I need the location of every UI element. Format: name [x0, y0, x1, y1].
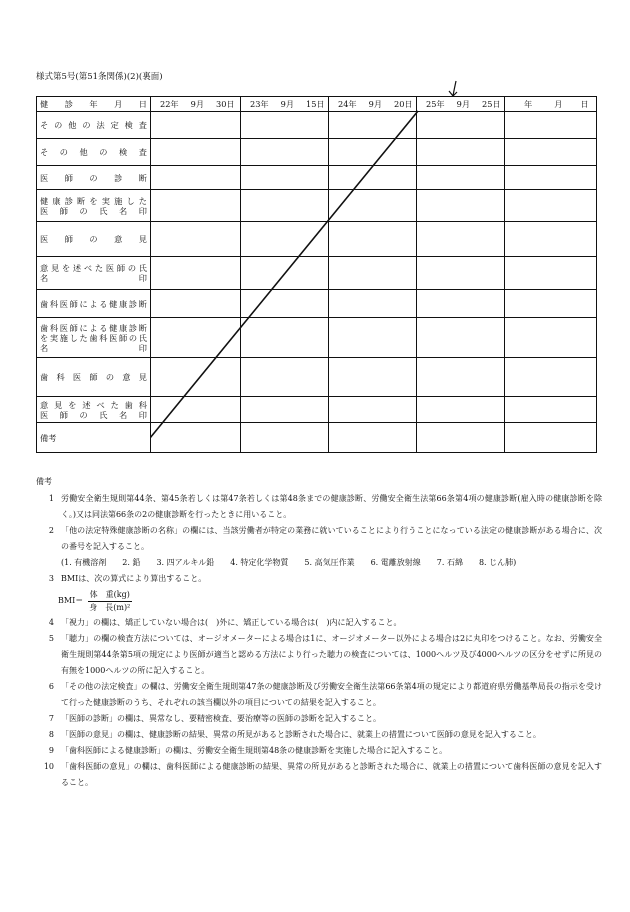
date-cell[interactable]	[241, 97, 329, 112]
entry-cell[interactable]	[241, 222, 329, 257]
entry-cell[interactable]	[151, 358, 241, 397]
entry-cell[interactable]	[505, 112, 597, 139]
row-label: 医師の診断	[37, 166, 151, 190]
entry-cell[interactable]	[151, 222, 241, 257]
note-text: BMIは、次の算式により算出すること。	[61, 574, 207, 583]
entry-cell[interactable]	[151, 190, 241, 222]
note-number: 8	[48, 730, 54, 739]
entry-cell[interactable]	[329, 222, 417, 257]
form-title: 様式第5号(第51条関係)(2)(裏面)	[36, 72, 163, 82]
note-text: 「視力」の欄は、矯正していない場合は( )外に、矯正している場合は( )内に記入すること。	[61, 618, 402, 627]
entry-cell[interactable]	[505, 257, 597, 290]
entry-cell[interactable]	[241, 423, 329, 453]
entry-cell[interactable]	[505, 139, 597, 166]
entry-cell[interactable]	[241, 190, 329, 222]
table-row	[37, 318, 597, 358]
entry-cell[interactable]	[151, 139, 241, 166]
entry-cell[interactable]	[329, 190, 417, 222]
date-day: 15日	[306, 99, 325, 109]
row-label: 歯科医師の意見	[37, 358, 151, 397]
seal-mark: 印	[138, 273, 147, 283]
entry-cell[interactable]	[417, 290, 505, 318]
row-label	[37, 397, 151, 423]
date-cell[interactable]	[417, 97, 505, 112]
entry-cell[interactable]	[417, 139, 505, 166]
note-number: 10	[43, 762, 54, 771]
table-row	[37, 190, 597, 222]
entry-cell[interactable]	[417, 358, 505, 397]
entry-cell[interactable]	[241, 166, 329, 190]
note-number: 2	[48, 526, 54, 535]
entry-cell[interactable]	[151, 318, 241, 358]
note-number: 5	[48, 634, 54, 643]
date-cell[interactable]	[151, 97, 241, 112]
table-row	[37, 166, 597, 190]
date-month: 月	[554, 99, 563, 109]
seal-mark: 印	[138, 342, 147, 353]
row-label-line: 名	[40, 342, 49, 353]
note-item	[36, 631, 602, 679]
table-row	[37, 222, 597, 257]
entry-cell[interactable]	[329, 358, 417, 397]
entry-cell[interactable]	[329, 290, 417, 318]
note-text: 「その他の法定検査」の欄は、労働安全衛生規則第47条の健康診断及び労働安全衛生法第66条第4項の規定により都道府県労働基準局長の指示を受けて行った健康診断のうち、それぞれの該当欄以外の項目についての結果を記入すること。	[61, 682, 602, 707]
row-label-line: 備	[40, 432, 49, 443]
note-text: 「医師の意見」の欄は、健康診断の結果、異常の所見があると診断された場合に、就業上の措置について医師の意見を記入すること。	[61, 730, 541, 739]
table-row	[37, 139, 597, 166]
row-label: その他の検査	[37, 139, 151, 166]
entry-cell[interactable]	[329, 166, 417, 190]
date-year: 23年	[250, 99, 269, 109]
entry-cell[interactable]	[151, 112, 241, 139]
entry-cell[interactable]	[329, 397, 417, 423]
note-number: 6	[48, 682, 54, 691]
date-month: 9月	[368, 99, 383, 109]
date-day: 日	[580, 99, 589, 109]
table-row	[37, 112, 597, 139]
note-item	[36, 759, 602, 791]
formula-denominator: 身 長(m)²	[89, 602, 131, 612]
entry-cell[interactable]	[329, 112, 417, 139]
note-text: 「医師の診断」の欄は、異常なし、要精密検査、要治療等の医師の診断を記入すること。	[61, 714, 381, 723]
date-cell[interactable]	[505, 97, 597, 112]
note-text: 「歯科医師の意見」の欄は、歯科医師による健康診断の結果、異常の所見があると診断された場合に、就業上の措置について歯科医師の意見を記入すること。	[61, 762, 602, 787]
note-number: 7	[48, 714, 54, 723]
note-item	[36, 615, 602, 631]
entry-cell[interactable]	[151, 397, 241, 423]
entry-cell[interactable]	[505, 190, 597, 222]
row-label: 医師の意見	[37, 222, 151, 257]
note-number	[36, 555, 61, 571]
row-label-line: 意見を述べた歯科	[40, 399, 147, 410]
entry-cell[interactable]	[505, 222, 597, 257]
row-label-line: 意見を述べた医師の氏	[40, 263, 147, 273]
note-text: 「他の法定特殊健康診断の名称」の欄には、当該労働者が特定の業務に就いていることにより行うことになっている法定の健康診断がある場合に、次の番号を記入すること。	[61, 526, 602, 551]
note-item	[36, 491, 602, 523]
entry-cell[interactable]	[151, 166, 241, 190]
date-day: 30日	[216, 99, 235, 109]
date-year: 25年	[426, 99, 445, 109]
entry-cell[interactable]	[151, 423, 241, 453]
note-text: (1. 有機溶剤 2. 鉛 3. 四アルキル鉛 4. 特定化学物質 5. 高気圧作業 6. 電離放射線 7. 石綿 8. じん肺)	[61, 558, 517, 567]
row-label	[37, 190, 151, 222]
entry-cell[interactable]	[505, 318, 597, 358]
note-number: 1	[48, 494, 54, 503]
entry-cell[interactable]	[417, 257, 505, 290]
bmi-formula	[58, 587, 602, 615]
entry-cell[interactable]	[505, 423, 597, 453]
note-number: 3	[48, 574, 54, 583]
note-text: 「聴力」の欄の検査方法については、オージオメーターによる場合は1に、オージオメーター以外による場合は2に丸印をつけること。なお、労働安全衛生規則第44条第5項の規定により医師が適当と認める方法により行った聴力の検査については、1000ヘルツ及び4000ヘルツの区分をせずに所見の有無を1000ヘルツの所に記入すること。	[61, 634, 602, 675]
entry-cell[interactable]	[329, 423, 417, 453]
entry-cell[interactable]	[417, 423, 505, 453]
note-item	[36, 555, 602, 571]
table-row	[37, 358, 597, 397]
date-year: 22年	[160, 99, 179, 109]
date-year: 年	[524, 99, 533, 109]
entry-cell[interactable]	[241, 257, 329, 290]
row-label	[37, 257, 151, 290]
entry-cell[interactable]	[241, 290, 329, 318]
entry-cell[interactable]	[241, 397, 329, 423]
row-label-line: 歯科医師による健康診断	[40, 322, 147, 333]
note-number: 9	[48, 746, 54, 755]
date-day: 20日	[394, 99, 413, 109]
row-label: 歯科医師による健康診断	[37, 290, 151, 318]
entry-cell[interactable]	[505, 290, 597, 318]
header-label: 健診年月日	[37, 97, 151, 112]
entry-cell[interactable]	[241, 139, 329, 166]
entry-cell[interactable]	[417, 318, 505, 358]
table-row	[37, 257, 597, 290]
table-row	[37, 290, 597, 318]
entry-cell[interactable]	[329, 139, 417, 166]
table-row	[37, 423, 597, 453]
note-item	[36, 523, 602, 555]
entry-cell[interactable]	[417, 190, 505, 222]
entry-cell[interactable]	[417, 397, 505, 423]
note-item	[36, 679, 602, 711]
entry-cell[interactable]	[417, 166, 505, 190]
formula-fraction	[87, 589, 132, 614]
row-label	[37, 318, 151, 358]
row-label-line: を実施した歯科医師の氏	[40, 332, 147, 343]
date-month: 9月	[280, 99, 295, 109]
entry-cell[interactable]	[329, 318, 417, 358]
note-text: 「歯科医師による健康診断」の欄は、労働安全衛生規則第48条の健康診断を実施した場合に記入すること。	[61, 746, 448, 755]
row-label-line: 考	[48, 432, 57, 443]
notes-section	[36, 474, 602, 791]
entry-cell[interactable]	[505, 397, 597, 423]
entry-cell[interactable]	[241, 358, 329, 397]
row-label-line: 健康診断を実施した	[40, 195, 147, 206]
row-label-line: 名	[40, 273, 49, 283]
row-label-line: 医師の氏名印	[40, 409, 147, 420]
table-row	[37, 397, 597, 423]
date-month: 9月	[456, 99, 471, 109]
entry-cell[interactable]	[505, 166, 597, 190]
note-item	[36, 571, 602, 587]
entry-cell[interactable]	[151, 290, 241, 318]
entry-cell[interactable]	[241, 318, 329, 358]
note-item	[36, 727, 602, 743]
row-label	[37, 423, 151, 453]
entry-cell[interactable]	[151, 257, 241, 290]
entry-cell[interactable]	[505, 358, 597, 397]
entry-cell[interactable]	[417, 112, 505, 139]
date-cell[interactable]	[329, 97, 417, 112]
note-item	[36, 743, 602, 759]
health-record-table	[36, 96, 597, 453]
formula-lhs: BMI＝	[58, 596, 84, 605]
date-month: 9月	[190, 99, 205, 109]
notes-heading: 備考	[36, 477, 52, 486]
date-day: 25日	[482, 99, 501, 109]
entry-cell[interactable]	[329, 257, 417, 290]
note-text: 労働安全衛生規則第44条、第45条若しくは第47条若しくは第48条までの健康診断、労働安全衛生法第66条第4項の健康診断(雇入時の健康診断を除く。)又は同法第66条の2の健康診断を行ったときに用いること。	[61, 494, 602, 519]
note-number: 4	[48, 618, 54, 627]
date-year: 24年	[338, 99, 357, 109]
header-row	[37, 97, 597, 112]
entry-cell[interactable]	[241, 112, 329, 139]
note-item	[36, 711, 602, 727]
entry-cell[interactable]	[417, 222, 505, 257]
row-label: その他の法定検査	[37, 112, 151, 139]
formula-numerator: 体 重(kg)	[88, 589, 132, 602]
row-label-line: 医師の氏名印	[40, 205, 147, 216]
